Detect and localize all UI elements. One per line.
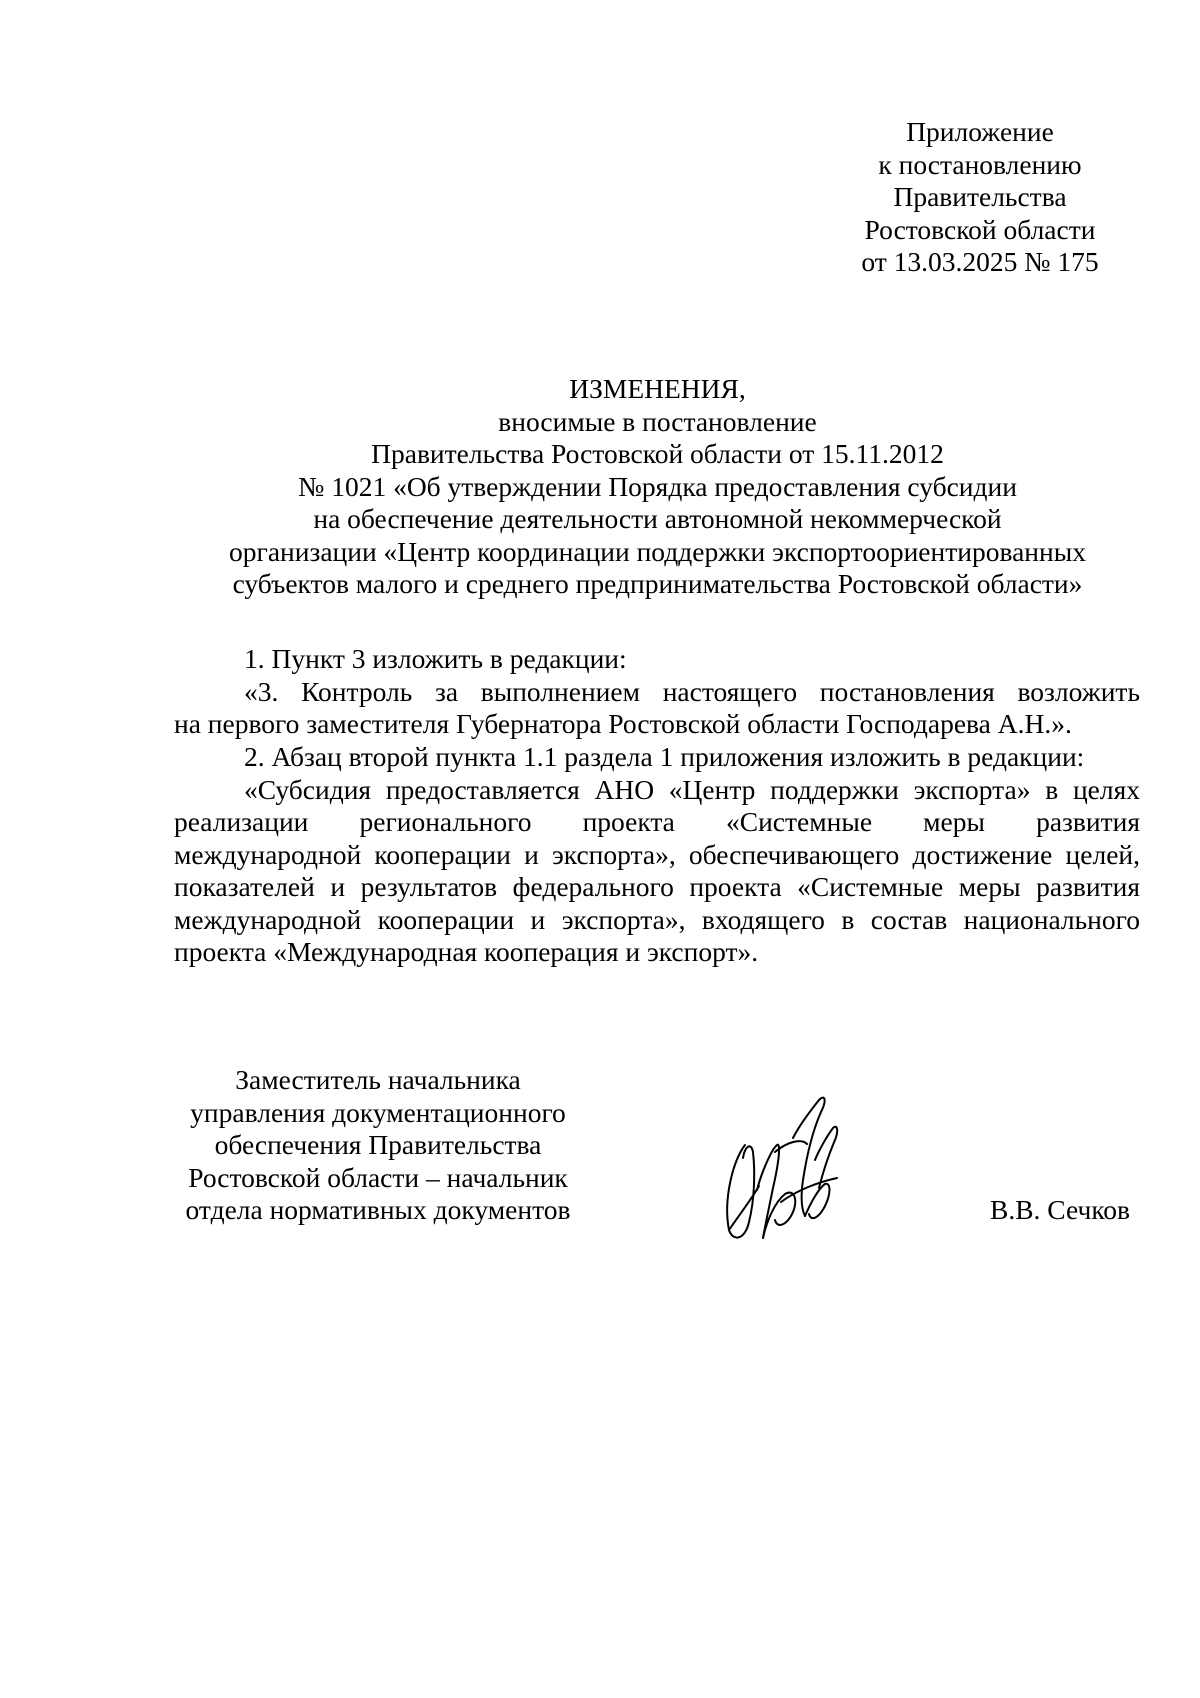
appendix-line: Ростовской области: [864, 213, 1096, 245]
signer-position-line: Ростовской области – начальник: [188, 1161, 568, 1193]
item-2-quote-line: показателей и результатов федерального проекта «Системные меры развития: [174, 871, 1140, 902]
item-2-quote-line: международной кооперации и экспорта», обеспечивающего достижение целей,: [174, 839, 1140, 870]
handwritten-signature-icon: [715, 1090, 875, 1245]
item-1-quote-line: на первого заместителя Губернатора Ростовской области Господарева А.Н.».: [174, 708, 1072, 739]
item-2-quote-line: «Субсидия предоставляется АНО «Центр поддержки экспорта» в целях: [244, 774, 1140, 805]
item-2-text: 2. Абзац второй пункта 1.1 раздела 1 приложения изложить в редакции:: [244, 741, 1085, 772]
signer-position-line: отдела нормативных документов: [185, 1194, 571, 1225]
title-line: организации «Центр координации поддержки экспортоориентированных: [229, 535, 1086, 567]
document-heading: ИЗМЕНЕНИЯ,: [569, 373, 746, 404]
signer-position: [168, 1064, 588, 1227]
appendix-line: Приложение: [906, 116, 1054, 147]
item-2-quote-line: международной кооперации и экспорта», входящего в состав национального: [174, 904, 1140, 935]
item-2-quote-line: проекта «Международная кооперация и экспорт».: [174, 936, 759, 967]
title-line: Правительства Ростовской области от 15.11.2012: [371, 438, 944, 469]
appendix-line: Правительства: [893, 181, 1067, 212]
title-line: вносимые в постановление: [498, 405, 817, 437]
appendix-date-number: от 13.03.2025 № 175: [861, 246, 1099, 277]
signer-name: В.В. Сечков: [990, 1194, 1131, 1225]
item-1-text: 1. Пункт 3 изложить в редакции:: [244, 643, 627, 674]
title-line: на обеспечение деятельности автономной некоммерческой: [313, 503, 1002, 534]
signer-position-line: Заместитель начальника: [235, 1064, 521, 1095]
appendix-header: [815, 116, 1145, 279]
signer-position-line: управления документационного: [190, 1096, 566, 1128]
title-line: № 1021 «Об утверждении Порядка предоставления субсидии: [298, 470, 1017, 502]
title-line: субъектов малого и среднего предпринимательства Ростовской области»: [232, 568, 1083, 599]
item-2-quote-line: реализации регионального проекта «Системные меры развития: [174, 806, 1140, 837]
item-1-quote-line: «3. Контроль за выполнением настоящего постановления возложить: [244, 676, 1140, 707]
appendix-line: к постановлению: [878, 148, 1082, 180]
document-title-block: [130, 373, 1185, 601]
signer-position-line: обеспечения Правительства: [214, 1129, 542, 1160]
